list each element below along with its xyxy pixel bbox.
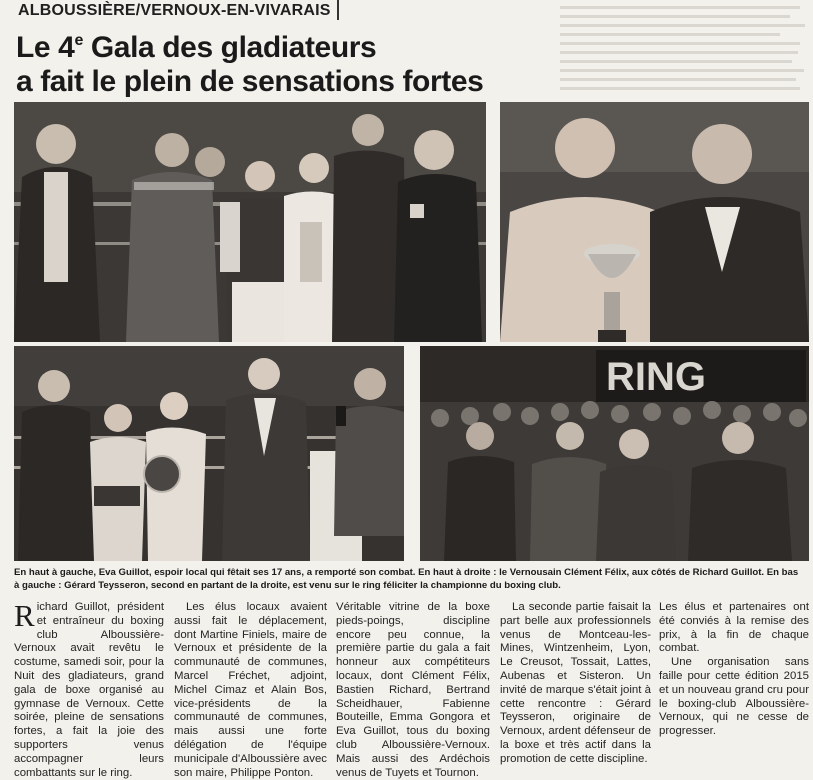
headline-part: Le 4 — [16, 31, 75, 64]
article-column-3 — [336, 601, 490, 779]
article-paragraph: La seconde partie faisait la part belle aux professionnels venus de Montceau-les-Mines, Wintzenheim, Lyon, Le Creusot, Tossait, Lattes, Aubenas et Sisteron. Un invité de marque s'était joint à cette rencontre : Gérard Teysseron, originaire de Vernoux, ardent défenseur de la boxe et très actif dans la promotion de cette discipline. — [500, 601, 651, 765]
photo-boxer-trophy-image — [500, 102, 809, 342]
drop-cap: R — [14, 598, 35, 633]
adjacent-article-bleed — [556, 0, 813, 96]
ring-banner-text: RING — [606, 355, 706, 399]
article-paragraph: Les élus locaux avaient aussi fait le déplacement, dont Martine Finiels, maire de Vernoux et présidente de la communauté de communes, Marcel Fréchet, adjoint, Michel Cimaz et Alain Bos, vice-présidents de la communauté de communes, mais aussi une forte délégation de l'équipe municipale d'Alboussière avec son maire, Philippe Ponton. — [174, 601, 327, 779]
photo-ring-image — [14, 346, 404, 561]
article-column-1 — [14, 598, 164, 779]
headline-part: Gala des gladiateurs — [82, 31, 377, 64]
headline-line-2: a fait le plein de sensations fortes — [16, 65, 484, 98]
article-text: ichard Guillot, président et entraîneur du boxing club Alboussière-Vernoux avait revêtu le costume, samedi soir, pour la Nuit des gladiateurs, grand gala de boxe organisé au gymnase de Vernoux. Cette soirée, pleine de sensations fortes, a fait la joie des supporters venus accompagner leurs combattants sur le ring. — [14, 601, 164, 779]
article-paragraph: Véritable vitrine de la boxe pieds-poings, discipline encore peu connue, la première partie du gala a fait honneur aux compétiteurs locaux, dont Clément Félix, Bastien Richard, Bertrand Scheidhauer, Fabienne Bouteille, Emma Gongora et Eva Guillot, tous du boxing club Alboussière-Vernoux. Mais aussi des Ardéchois venus de Tuyets et Tournon. — [336, 601, 490, 779]
photo-audience-image — [420, 346, 809, 561]
article-paragraph: Une organisation sans faille pour cette édition 2015 et un nouveau grand cru pour le boxing-club Alboussière-Vernoux, qui ne cesse de progresser. — [659, 656, 809, 738]
section-kicker: ALBOUSSIÈRE/VERNOUX-EN-VIVARAIS — [18, 0, 339, 20]
photo-boxer-trophy — [500, 102, 809, 342]
article-column-2 — [174, 601, 327, 779]
photo-group-winners — [14, 102, 486, 342]
article-column-4 — [500, 601, 651, 768]
headline-line-1 — [16, 24, 536, 65]
photo-audience — [420, 346, 809, 561]
photo-ring-congratulations — [14, 346, 404, 561]
article-column-5 — [659, 601, 809, 768]
article-paragraph — [14, 598, 164, 780]
photo-caption: En haut à gauche, Eva Guillot, espoir local qui fêtait ses 17 ans, a remporté son combat. En haut à droite : le Vernousain Clément Félix, aux côtés de Richard Guillot. En bas à gauche : Gérard Teysseron, second en partant de la droite, est venu sur le ring féliciter la championne du boxing club. — [14, 567, 799, 591]
headline — [16, 24, 536, 99]
bleed-texture — [556, 0, 813, 96]
photo-group-winners-image — [14, 102, 486, 342]
headline-superscript: e — [74, 32, 83, 49]
article-paragraph: Les élus et partenaires ont été conviés à la remise des prix, à la fin de chaque combat. — [659, 601, 809, 655]
